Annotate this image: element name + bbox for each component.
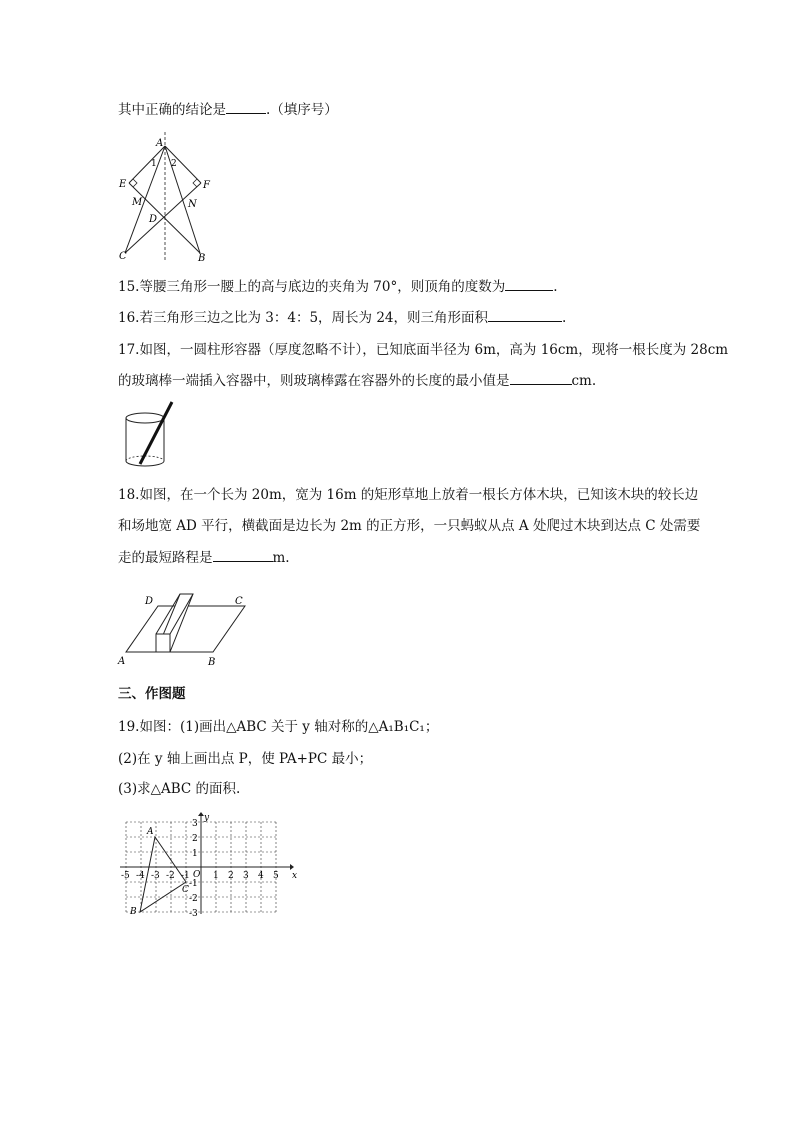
q17-blank[interactable]	[510, 372, 572, 385]
y-tick-label: 3	[192, 819, 198, 829]
question-18-line-2	[118, 517, 700, 535]
x-axis-label: x	[292, 871, 298, 881]
figure-19-coordinate-grid	[118, 812, 298, 920]
label-F: F	[203, 180, 210, 191]
y-tick-label: 2	[192, 834, 198, 844]
figure-17-cylinder	[120, 400, 180, 472]
q19-text-1: 19.如图：(1)画出△ABC 关于 y 轴对称的△A₁B₁C₁；	[118, 719, 439, 735]
label-E: E	[119, 179, 127, 190]
question-17-line-1	[118, 341, 728, 359]
x-tick-label: 4	[258, 871, 264, 881]
x-tick-label: 2	[228, 871, 234, 881]
q14-conclusion-line	[118, 101, 338, 119]
question-19-line-3	[118, 780, 240, 798]
section-heading	[118, 685, 186, 703]
q18-text-3-end: m.	[272, 550, 290, 566]
label-N: N	[188, 199, 197, 210]
label-D: D	[149, 214, 158, 225]
label-A: A	[156, 138, 164, 149]
q17-text-2: 的玻璃棒一端插入容器中，则玻璃棒露在容器外的长度的最小值是	[118, 373, 510, 389]
question-18-line-1	[118, 486, 698, 504]
q15-text: 15.等腰三角形一腰上的高与底边的夹角为 70°，则顶角的度数为	[118, 279, 506, 295]
label-A: A	[147, 827, 154, 837]
q17-text-2-end: cm.	[571, 373, 597, 389]
q14-text: 其中正确的结论是	[118, 102, 226, 118]
question-17-line-2	[118, 372, 596, 390]
y-tick-label: -2	[189, 894, 198, 904]
y-tick-label: -1	[189, 879, 198, 889]
label-C: C	[182, 885, 189, 895]
x-tick-label: -1	[181, 871, 190, 881]
q18-text-2: 和场地宽 AD 平行，横截面是边长为 2m 的正方形，一只蚂蚁从点 A 处爬过木块到达点 C 处需要	[118, 518, 701, 534]
section-title: 三、作图题	[118, 686, 186, 702]
q14-text-end: .（填序号）	[266, 102, 338, 118]
origin-label: O	[193, 870, 201, 880]
y-tick-label: -3	[189, 909, 198, 919]
question-16	[118, 309, 566, 327]
q15-end: .	[553, 279, 558, 295]
x-tick-label: -4	[136, 871, 145, 881]
q14-blank[interactable]	[226, 101, 266, 114]
q19-text-3: (3)求△ABC 的面积.	[118, 781, 241, 797]
q17-text-1: 17.如图，一圆柱形容器（厚度忽略不计），已知底面半径为 6m，高为 16cm，现将一根长度为 28cm	[118, 342, 729, 358]
label-M: M	[132, 197, 143, 208]
question-15	[118, 278, 558, 296]
x-tick-label: 1	[213, 871, 219, 881]
q16-text: 16.若三角形三边之比为 3：4：5，周长为 24，则三角形面积	[118, 310, 488, 326]
y-axis-label: y	[204, 813, 210, 823]
label-B: B	[130, 907, 137, 917]
q19-text-2: (2)在 y 轴上画出点 P，使 PA+PC 最小；	[118, 751, 373, 767]
x-tick-label: 3	[243, 871, 249, 881]
label-B: B	[198, 253, 206, 264]
label-B: B	[208, 657, 216, 668]
x-tick-label: -5	[121, 871, 130, 881]
angle-1-label: 1	[151, 159, 157, 169]
q18-text-1: 18.如图，在一个长为 20m，宽为 16m 的矩形草地上放着一根长方体木块，已知该木块的较长边	[118, 487, 699, 503]
question-19-line-2	[118, 750, 372, 768]
question-19-line-1	[118, 718, 438, 736]
figure-18-field-with-block	[118, 588, 248, 668]
q16-end: .	[562, 310, 567, 326]
label-C: C	[119, 251, 127, 262]
x-tick-label: -2	[166, 871, 175, 881]
x-tick-label: 5	[273, 871, 279, 881]
figure-14-kite-triangles	[115, 132, 225, 262]
q16-blank[interactable]	[488, 309, 562, 322]
angle-2-label: 2	[171, 159, 177, 169]
y-tick-label: 1	[192, 849, 198, 859]
q18-blank[interactable]	[213, 549, 273, 562]
q18-text-3: 走的最短路程是	[118, 550, 213, 566]
question-18-line-3	[118, 549, 290, 567]
label-D: D	[145, 596, 154, 607]
x-tick-label: -3	[151, 871, 160, 881]
label-A: A	[118, 656, 126, 667]
q15-blank[interactable]	[505, 278, 553, 291]
label-C: C	[235, 596, 243, 607]
